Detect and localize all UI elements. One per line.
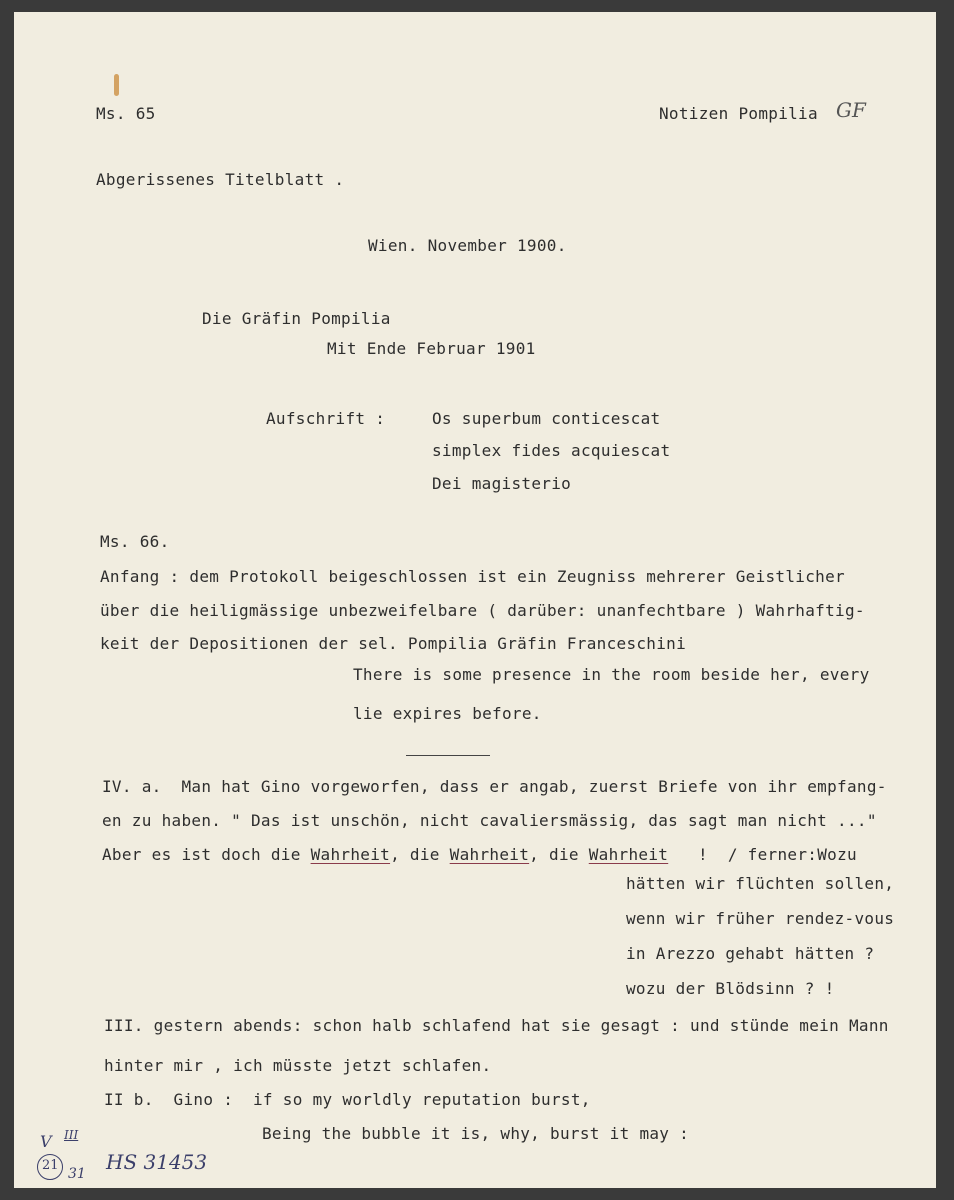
- ink-stain: [114, 74, 119, 96]
- iva-right-line: hätten wir flüchten sollen,: [626, 874, 895, 893]
- iva-line: IV. a. Man hat Gino vorgeworfen, dass er angab, zuerst Briefe von ihr empfang-: [102, 777, 887, 796]
- inscription-line: simplex fides acquiescat: [432, 441, 671, 460]
- inscription-label: Aufschrift :: [266, 409, 386, 428]
- archive-mark: III: [64, 1128, 79, 1142]
- separator-text: , die: [529, 845, 589, 864]
- archive-mark: V: [40, 1132, 52, 1151]
- underlined-word: Wahrheit: [310, 845, 391, 864]
- iva-right-line: wozu der Blödsinn ? !: [626, 979, 835, 998]
- inscription-line: Os superbum conticescat: [432, 409, 661, 428]
- iib-line: II b. Gino : if so my worldly reputation burst,: [104, 1090, 591, 1109]
- iva-line-end: ! / ferner:Wozu: [668, 845, 857, 864]
- iva-line: en zu haben. " Das ist unschön, nicht cavaliersmässig, das sagt man nicht ...": [102, 811, 877, 830]
- title-note: Abgerissenes Titelblatt .: [96, 170, 345, 189]
- notes-title: Notizen Pompilia: [659, 104, 818, 123]
- quote-line: lie expires before.: [353, 704, 542, 723]
- archive-signature: HS 31453: [106, 1150, 208, 1174]
- archive-mark: 31: [68, 1166, 86, 1182]
- iva-right-line: wenn wir früher rendez-vous: [626, 909, 895, 928]
- iva-line-start: Aber es ist doch die: [102, 845, 311, 864]
- ms66-label: Ms. 66.: [100, 532, 170, 551]
- separator-rule: [406, 755, 490, 756]
- iii-line: hinter mir , ich müsste jetzt schlafen.: [104, 1056, 492, 1075]
- underlined-word: Wahrheit: [449, 845, 530, 864]
- iva-line: [102, 845, 857, 864]
- ms66-line: Anfang : dem Protokoll beigeschlossen ist ein Zeugniss mehrerer Geistlicher: [100, 567, 845, 586]
- inscription-line: Dei magisterio: [432, 474, 572, 493]
- ms-number-header: Ms. 65: [96, 104, 156, 123]
- iii-line: III. gestern abends: schon halb schlafend hat sie gesagt : und stünde mein Mann: [104, 1016, 889, 1035]
- place-date: Wien. November 1900.: [368, 236, 567, 255]
- archive-mark: 21: [42, 1158, 59, 1173]
- document-page: [14, 12, 936, 1188]
- work-title: Die Gräfin Pompilia: [202, 309, 391, 328]
- iva-right-line: in Arezzo gehabt hätten ?: [626, 944, 875, 963]
- quote-line: There is some presence in the room beside her, every: [353, 665, 870, 684]
- work-date: Mit Ende Februar 1901: [327, 339, 536, 358]
- underlined-word: Wahrheit: [588, 845, 669, 864]
- separator-text: , die: [390, 845, 450, 864]
- pencil-mark: GF: [836, 98, 866, 122]
- iib-line: Being the bubble it is, why, burst it may :: [262, 1124, 690, 1143]
- ms66-line: keit der Depositionen der sel. Pompilia Gräfin Franceschini: [100, 634, 687, 653]
- ms66-line: über die heiligmässige unbezweifelbare ( darüber: unanfechtbare ) Wahrhaftig-: [100, 601, 865, 620]
